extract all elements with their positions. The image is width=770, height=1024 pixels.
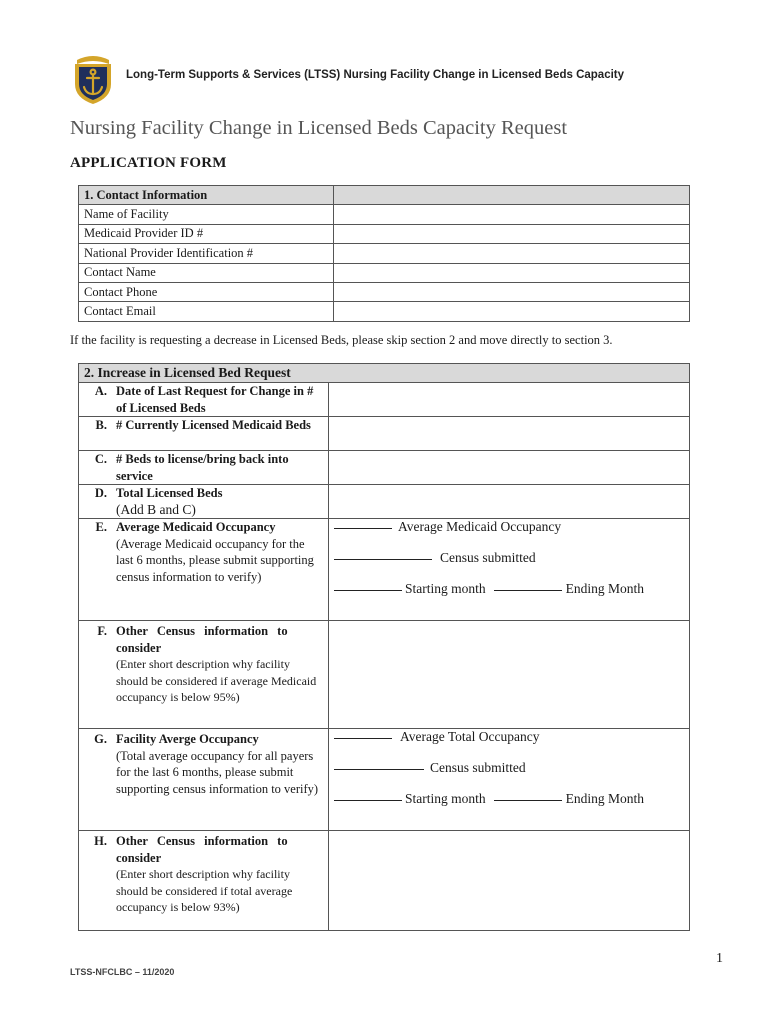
avg-medicaid-occupancy-fields	[329, 519, 690, 621]
facility-name-label: Name of Facility	[79, 205, 334, 224]
item-g-label-cell	[79, 729, 329, 831]
total-start-month-caption: Starting month	[405, 791, 486, 806]
item-letter: C.	[94, 452, 107, 466]
item-letter: H.	[94, 834, 107, 848]
contact-phone-field[interactable]	[334, 282, 690, 301]
item-letter: G.	[94, 732, 107, 746]
section1-heading-blank	[334, 186, 690, 205]
medicaid-occupancy-caption: Average Medicaid Occupancy	[398, 519, 562, 534]
item-h-label-cell	[79, 831, 329, 931]
item-a-label-cell	[79, 383, 329, 417]
contact-email-label: Contact Email	[79, 302, 334, 321]
table-row	[79, 485, 690, 519]
last-request-date-label: Date of Last Request for Change in # of Licensed Beds	[116, 384, 314, 415]
other-census-total-label: Other Census information to consider	[116, 834, 288, 865]
item-letter: F.	[97, 624, 107, 638]
table-row	[79, 729, 690, 831]
total-census-blank[interactable]	[334, 768, 424, 770]
facility-avg-occupancy-desc: (Total average occupancy for all payers for the last 6 months, please submit supporting census information to verify)	[116, 748, 319, 796]
table-row	[79, 621, 690, 729]
medicaid-end-month-caption: Ending Month	[565, 581, 645, 596]
total-occupancy-blank[interactable]	[334, 737, 392, 739]
item-b-label-cell	[79, 417, 329, 451]
medicaid-occupancy-blank[interactable]	[334, 527, 392, 529]
contact-name-field[interactable]	[334, 263, 690, 282]
total-occupancy-caption: Average Total Occupancy	[400, 729, 540, 744]
document-title: Nursing Facility Change in Licensed Beds Capacity Request	[70, 117, 568, 139]
header-title: Long-Term Supports & Services (LTSS) Nursing Facility Change in Licensed Beds Capacity	[126, 69, 625, 81]
total-census-caption: Census submitted	[430, 760, 526, 775]
currently-licensed-beds-label: # Currently Licensed Medicaid Beds	[116, 418, 311, 432]
total-end-month-blank[interactable]	[494, 799, 562, 801]
beds-to-license-label: # Beds to license/bring back into service	[116, 452, 289, 483]
other-census-total-field[interactable]	[329, 831, 690, 931]
table-row	[79, 831, 690, 931]
item-c-label-cell	[79, 451, 329, 485]
form-code: LTSS-NFCLBC – 11/2020	[70, 967, 175, 977]
contact-name-label: Contact Name	[79, 263, 334, 282]
npi-label: National Provider Identification #	[79, 244, 334, 263]
contact-phone-label: Contact Phone	[79, 282, 334, 301]
last-request-date-field[interactable]	[329, 383, 690, 417]
total-start-month-blank[interactable]	[334, 799, 402, 801]
facility-avg-occupancy-label: Facility Averge Occupancy	[116, 732, 259, 746]
table-row	[79, 383, 690, 417]
section1-heading: 1. Contact Information	[79, 186, 334, 205]
item-e-label-cell	[79, 519, 329, 621]
table-row	[79, 282, 690, 301]
medicaid-provider-id-field[interactable]	[334, 224, 690, 243]
total-end-month-caption: Ending Month	[565, 791, 645, 806]
table-header-row	[79, 364, 690, 383]
currently-licensed-beds-field[interactable]	[329, 417, 690, 451]
application-form-label: APPLICATION FORM	[70, 155, 227, 171]
facility-avg-occupancy-fields	[329, 729, 690, 831]
beds-to-license-field[interactable]	[329, 451, 690, 485]
total-licensed-beds-field[interactable]	[329, 485, 690, 519]
medicaid-provider-id-label: Medicaid Provider ID #	[79, 224, 334, 243]
total-licensed-beds-desc: (Add B and C)	[116, 501, 196, 517]
medicaid-census-blank[interactable]	[334, 558, 432, 560]
other-census-total-desc: (Enter short description why facility should be considered if total average occupancy is below 93%)	[116, 867, 293, 914]
avg-medicaid-occupancy-desc: (Average Medicaid occupancy for the last 6 months, please submit supporting census information to verify)	[116, 536, 314, 584]
other-census-medicaid-label: Other Census information to consider	[116, 624, 288, 655]
table-row	[79, 302, 690, 321]
item-letter: A.	[94, 384, 107, 398]
table-row	[79, 451, 690, 485]
medicaid-start-month-caption: Starting month	[405, 581, 486, 596]
medicaid-start-month-blank[interactable]	[334, 589, 402, 591]
medicaid-census-caption: Census submitted	[440, 550, 536, 565]
contact-email-field[interactable]	[334, 302, 690, 321]
other-census-medicaid-field[interactable]	[329, 621, 690, 729]
item-letter: B.	[95, 418, 107, 432]
avg-medicaid-occupancy-label: Average Medicaid Occupancy	[116, 520, 276, 534]
table-header-row	[79, 186, 690, 205]
other-census-medicaid-desc: (Enter short description why facility should be considered if average Medicaid occupancy is below 95%)	[116, 657, 317, 704]
table-row	[79, 205, 690, 224]
item-letter: E.	[95, 520, 107, 534]
table-row	[79, 263, 690, 282]
bed-increase-request-table	[78, 363, 690, 931]
total-licensed-beds-label: Total Licensed Beds	[116, 486, 223, 500]
medicaid-end-month-blank[interactable]	[494, 589, 562, 591]
table-row	[79, 519, 690, 621]
table-row	[79, 417, 690, 451]
item-d-label-cell	[79, 485, 329, 519]
page-number: 1	[716, 951, 723, 966]
table-row	[79, 244, 690, 263]
facility-name-field[interactable]	[334, 205, 690, 224]
contact-information-table	[78, 185, 690, 322]
skip-section-instruction: If the facility is requesting a decrease in Licensed Beds, please skip section 2 and move directly to section 3.	[70, 333, 613, 347]
item-letter: D.	[94, 486, 107, 500]
item-f-label-cell	[79, 621, 329, 729]
npi-field[interactable]	[334, 244, 690, 263]
rhode-island-seal-logo	[71, 54, 115, 106]
table-row	[79, 224, 690, 243]
section2-heading: 2. Increase in Licensed Bed Request	[79, 364, 690, 383]
